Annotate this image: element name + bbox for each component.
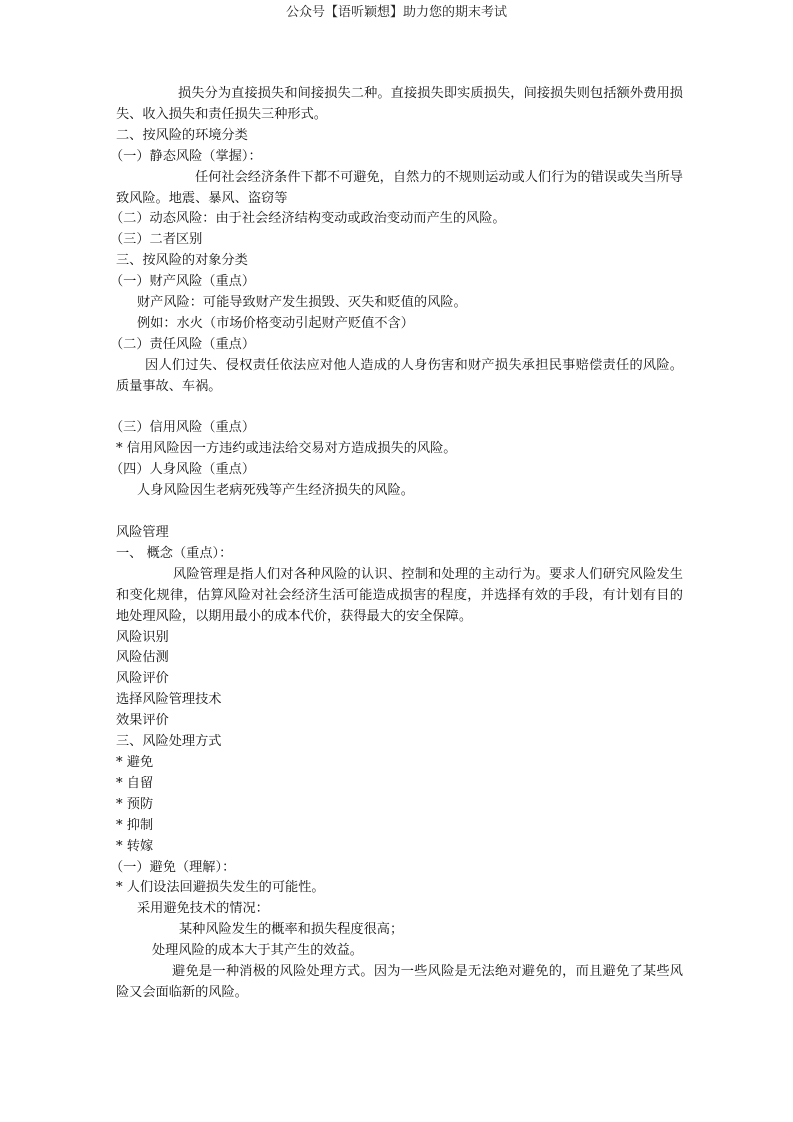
subsection-heading: （一）静态风险（掌握）： xyxy=(110,148,262,164)
paragraph: 采用避免技术的情况： xyxy=(137,901,269,917)
list-item: 风险评价 xyxy=(116,671,169,687)
list-item: 选择风险管理技术 xyxy=(116,692,222,708)
subsection-heading: （一）财产风险（重点） xyxy=(110,274,256,290)
list-item: 风险估测 xyxy=(116,650,169,666)
subsection-heading: （三）信用风险（重点） xyxy=(110,420,256,436)
paragraph: 任何社会经济条件下都不可避免，自然力的不规则运动或人们行为的错误或失当所导致风险。地震、暴风、盗窃等 xyxy=(116,169,683,206)
document-body xyxy=(110,84,683,1004)
section-heading: 风险管理 xyxy=(116,525,169,540)
bullet-item: * 避免 xyxy=(116,754,154,770)
bullet-item: * 人们设法回避损失发生的可能性。 xyxy=(116,880,325,896)
paragraph: 某种风险发生的概率和损失程度很高； xyxy=(179,922,404,938)
section-heading: 三、按风险的对象分类 xyxy=(116,253,248,269)
paragraph: 例如：水火（市场价格变动引起财产贬值不含） xyxy=(137,315,414,331)
paragraph: 财产风险：可能导致财产发生损毁、灭失和贬值的风险。 xyxy=(137,295,467,311)
paragraph: 人身风险因生老病死残等产生经济损失的风险。 xyxy=(137,483,414,499)
paragraph: 避免是一种消极的风险处理方式。因为一些风险是无法绝对避免的，而且避免了某些风险又会面临新的风险。 xyxy=(116,964,683,1000)
bullet-item: * 自留 xyxy=(116,775,154,791)
subsection-heading: （四）人身风险（重点） xyxy=(110,462,256,478)
bullet-item: * 信用风险因一方违约或违法给交易对方造成损失的风险。 xyxy=(116,441,457,457)
list-item: 效果评价 xyxy=(116,713,169,729)
subsection-heading: （三）二者区别 xyxy=(110,232,203,248)
subsection-heading: （二）责任风险（重点） xyxy=(110,336,256,352)
list-item: 风险识别 xyxy=(116,629,169,645)
blank-line xyxy=(116,398,683,419)
section-heading: 一、 概念（重点）： xyxy=(116,545,233,561)
section-heading: 三、风险处理方式 xyxy=(116,734,222,750)
bullet-item: * 转嫁 xyxy=(116,838,154,854)
paragraph: 因人们过失、侵权责任依法应对他人造成的人身伤害和财产损失承担民事赔偿责任的风险。质量事故、车祸。 xyxy=(116,357,683,394)
paragraph: 处理风险的成本大于其产生的效益。 xyxy=(152,943,363,959)
subsection-heading: （一）避免（理解）： xyxy=(110,859,236,875)
paragraph: 损失分为直接损失和间接损失二种。直接损失即实质损失，间接损失则包括额外费用损失、收入损失和责任损失三种形式。 xyxy=(116,86,683,122)
page-header: 公众号【语听颖想】助力您的期末考试 xyxy=(285,5,507,20)
blank-line xyxy=(116,502,683,523)
bullet-item: * 抑制 xyxy=(116,817,154,833)
bullet-item: * 预防 xyxy=(116,796,154,812)
subsection-heading: （二）动态风险：由于社会经济结构变动或政治变动而产生的风险。 xyxy=(110,211,506,227)
section-heading: 二、按风险的环境分类 xyxy=(116,127,248,143)
paragraph: 风险管理是指人们对各种风险的认识、控制和处理的主动行为。要求人们研究风险发生和变化规律，估算风险对社会经济生活可能造成损害的程度，并选择有效的手段，有计划有目的地处理风险，以期用最小的成本代价，获得最大的安全保障。 xyxy=(116,566,683,624)
